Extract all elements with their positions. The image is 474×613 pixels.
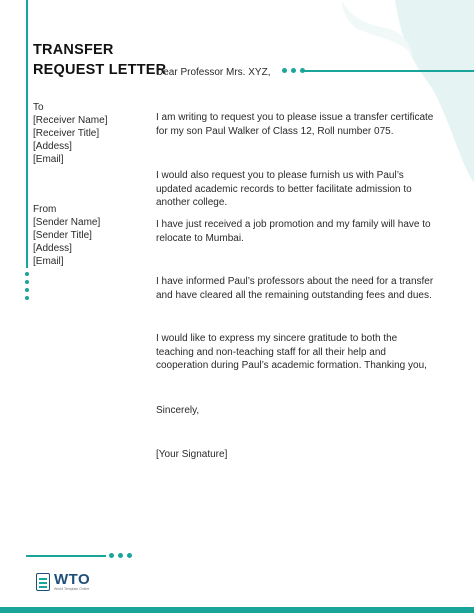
recipient-block (33, 101, 107, 166)
document-icon (36, 573, 50, 591)
paragraph-5 (156, 332, 446, 373)
wto-logo (36, 572, 90, 592)
footer-bar (0, 607, 474, 613)
paragraph-line: and have cleared all the remaining outstanding fees and dues. (156, 289, 432, 301)
recipient-name: [Receiver Name] (33, 115, 108, 126)
paragraph-line: I would also request you to please furnish us with Paul’s (156, 170, 404, 181)
recipient-address: [Addess] (33, 141, 72, 152)
closing: Sincerely, (156, 405, 200, 416)
paragraph-line: for my son Paul Walker of Class 12, Roll number 075. (156, 125, 394, 137)
left-accent-line (26, 0, 28, 268)
sender-block (33, 203, 100, 268)
paragraph-line: I would like to express my sincere gratitude to both the (156, 333, 398, 344)
sender-title: [Sender Title] (33, 230, 92, 241)
paragraph-line: I am writing to request you to please issue a transfer certificate (156, 112, 434, 123)
paragraph-1 (156, 111, 446, 138)
paragraph-line: I have informed Paul’s professors about the need for a transfer (156, 276, 434, 287)
left-accent-dots (25, 272, 29, 304)
paragraph-line: updated academic records to better facilitate admission to (156, 183, 412, 195)
paragraph-line: relocate to Mumbai. (156, 232, 244, 244)
recipient-email: [Email] (33, 154, 64, 165)
title-line-2: REQUEST LETTER (33, 62, 167, 78)
sender-address: [Addess] (33, 243, 72, 254)
recipient-label: To (33, 102, 44, 113)
paragraph-line: another college. (156, 197, 228, 208)
logo-name: WTO (54, 571, 91, 588)
paragraph-4 (156, 275, 446, 302)
footer-accent-line (26, 555, 106, 557)
logo-tagline: World Template Online (54, 587, 90, 591)
footer-accent-dots (109, 553, 132, 558)
paragraph-line: cooperation during Paul’s academic formation. Thanking you, (156, 360, 427, 371)
paragraph-line: teaching and non-teaching staff for all their help and (156, 346, 386, 358)
recipient-title: [Receiver Title] (33, 128, 100, 139)
document-title (33, 40, 166, 80)
sender-label: From (33, 204, 57, 215)
signature-placeholder: [Your Signature] (156, 449, 228, 460)
sender-name: [Sender Name] (33, 217, 101, 228)
paragraph-2 (156, 169, 446, 210)
header-accent-line (304, 70, 474, 72)
logo-text (54, 572, 90, 592)
salutation: Dear Professor Mrs. XYZ, (156, 67, 271, 78)
sender-email: [Email] (33, 256, 64, 267)
paragraph-line: I have just received a job promotion and my family will have to (156, 219, 431, 230)
paragraph-3 (156, 218, 446, 245)
header-accent-dots (282, 68, 305, 73)
title-line-1: TRANSFER (33, 42, 114, 58)
